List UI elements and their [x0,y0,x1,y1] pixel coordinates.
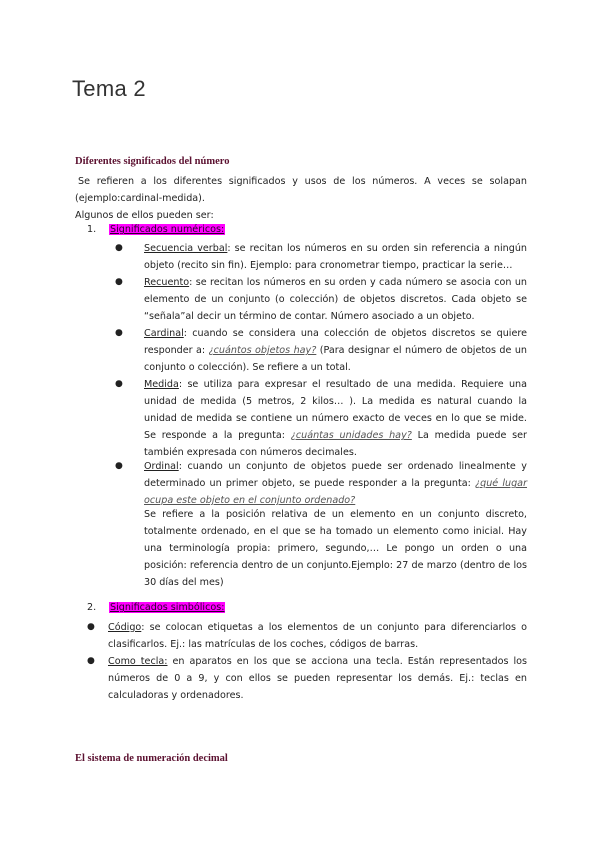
intro-paragraph: Se refieren a los diferentes significados y usos de los números. A veces se solapan (ejemplo:cardinal-medida). [75,176,527,204]
term: Código [108,622,142,633]
ordinal-explanation: Se refiere a la posición relativa de un elemento en un conjunto discreto, totalmente ordenado, en el que se ha tomado un elemento como inicial. Hay una terminología propia: primero, segundo,… Le pongo un orden o una posición: referencia dentro de un conjunto.Ejemplo: 27 de marzo (dentro de los 30 días del mes) [144,509,527,588]
term: Secuencia verbal [144,243,228,254]
intro-paragraph-2: Algunos de ellos pueden ser: [75,210,214,221]
term: Cardinal [144,328,184,339]
term: Recuento [144,277,190,288]
term: Medida [144,379,179,390]
bullet-icon: ● [115,461,123,471]
list-item [115,274,527,325]
list-item [87,653,527,704]
numbered-item-1 [87,224,225,235]
bullet-icon: ● [87,656,95,666]
question: ¿cuántos objetos hay? [208,345,317,356]
definition: : cuando un conjunto de objetos puede ser ordenado linealmente y determinado un primer objeto, se puede responder a la pregunta: [144,461,527,489]
term: Ordinal [144,461,179,472]
definition: : se utiliza para expresar el resultado de una medida. Requiere una unidad de medida (5 metros, 2 kilos… ). La medida es natural cuando la unidad de medida se contiene un número exacto de veces en lo que se mide. Se responde a la pregunta: [144,379,527,441]
definition-cont: (Para designar el número de objetos de un conjunto o colección). Se refiere a un total. [144,345,527,373]
page-title: Tema 2 [72,76,146,101]
numbered-item-2 [87,602,225,613]
list-item [115,376,527,461]
bullet-icon: ● [87,622,95,632]
question: ¿cuántas unidades hay? [290,430,412,441]
list-item [115,240,527,274]
definition-cont: La medida puede ser también expresada con números decimales. [144,430,527,458]
item-number: 1. [87,224,97,235]
section-heading: Diferentes significados del número [75,156,230,167]
section-heading: El sistema de numeración decimal [75,753,228,764]
list-item [115,325,527,376]
definition: en aparatos en los que se acciona una tecla. Están representados los números de 0 a 9, y con ellos se pueden representar los demás. Ej.: teclas en calculadoras y ordenadores. [108,656,527,701]
list-item [87,619,527,653]
bullet-icon: ● [115,379,123,389]
definition: : cuando se considera una colección de objetos discretos se quiere responder a: [144,328,527,356]
highlighted-label: Significados numéricos: [110,224,225,235]
definition: : se recitan los números en su orden sin referencia a ningún objeto (recito sin fin). Ejemplo: para cronometrar tiempo, practicar la serie… [144,243,527,271]
item-number: 2. [87,602,97,613]
highlighted-label: Significados simbólicos: [110,602,225,613]
question: ¿qué lugar ocupa este objeto en el conjunto ordenado? [144,478,528,506]
definition: : se colocan etiquetas a los elementos de un conjunto para diferenciarlos o clasificarlos. Ej.: las matrículas de los coches, códigos de barras. [108,622,527,650]
bullet-icon: ● [115,277,123,287]
bullet-icon: ● [115,328,123,338]
term: Como tecla: [108,656,168,667]
list-item [115,458,528,509]
bullet-icon: ● [115,243,123,253]
definition: : se recitan los números en su orden y cada número se asocia con un elemento de un conjunto (o colección) de objetos discretos. Cada objeto se “señala”al decir un término de contar. Número asociado a un objeto. [144,277,527,322]
